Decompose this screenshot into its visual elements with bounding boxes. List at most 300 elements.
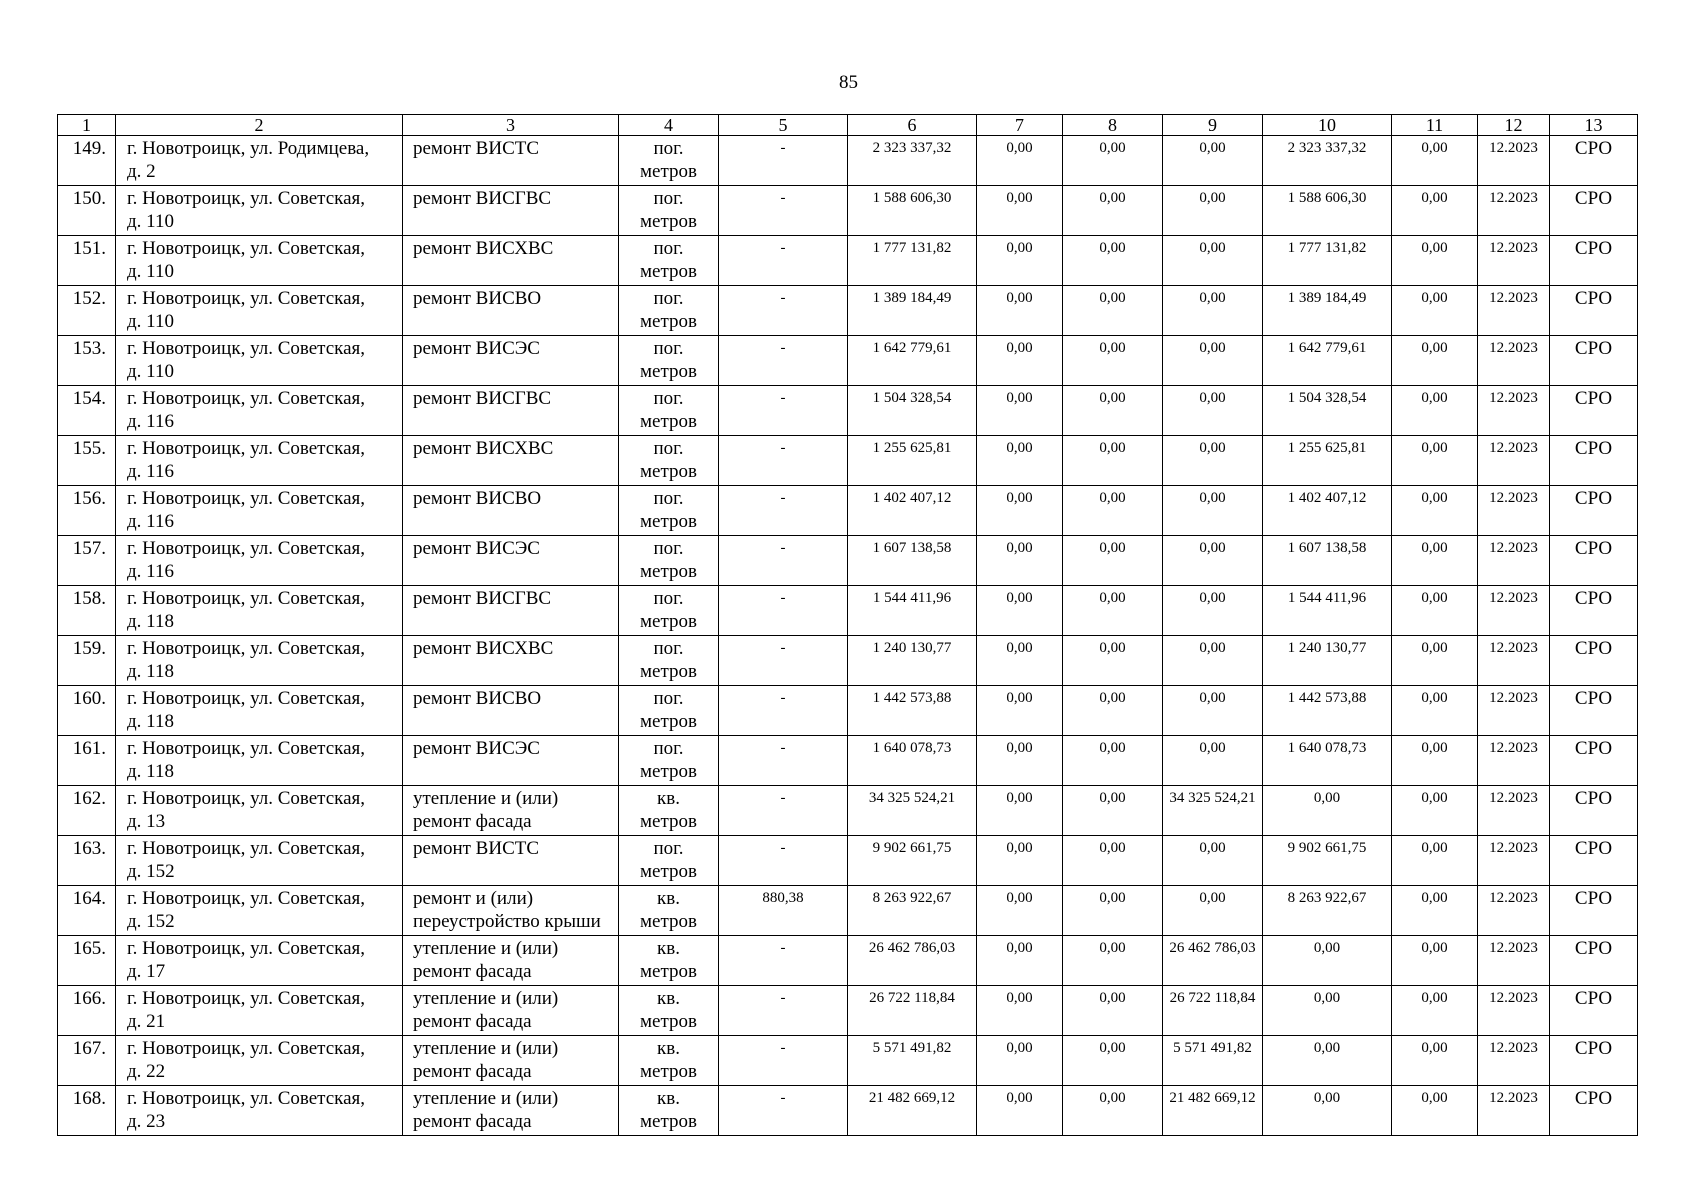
work-type-cell bbox=[403, 1036, 619, 1086]
work-type-cell bbox=[403, 286, 619, 336]
cost-cell: 0,00 bbox=[1063, 1086, 1163, 1136]
unit-line: пог. bbox=[653, 138, 684, 159]
address-line: г. Новотроицк, ул. Советская, bbox=[127, 438, 366, 459]
header-row bbox=[58, 115, 1638, 136]
method-cell: СРО bbox=[1550, 536, 1638, 586]
total-cost-cell: 1 255 625,81 bbox=[848, 436, 977, 486]
address-cell bbox=[116, 686, 403, 736]
deadline-cell: 12.2023 bbox=[1478, 236, 1550, 286]
total-cost-cell: 1 442 573,88 bbox=[848, 686, 977, 736]
unit-line: метров bbox=[640, 1011, 697, 1032]
cost-cell: 0,00 bbox=[977, 836, 1063, 886]
unit-line: пог. bbox=[653, 738, 684, 759]
row-number: 163. bbox=[58, 836, 116, 886]
house-number: д. 116 bbox=[127, 411, 174, 432]
address-cell bbox=[116, 636, 403, 686]
total-cost-cell: 1 402 407,12 bbox=[848, 486, 977, 536]
unit-line: метров bbox=[640, 711, 697, 732]
volume-cell: - bbox=[719, 786, 848, 836]
cost-cell: 0,00 bbox=[1063, 136, 1163, 186]
cost-cell: 0,00 bbox=[1392, 486, 1478, 536]
house-number: д. 116 bbox=[127, 461, 174, 482]
unit-cell bbox=[619, 636, 719, 686]
work-type-line: ремонт ВИСТС bbox=[413, 838, 540, 859]
row-number: 149. bbox=[58, 136, 116, 186]
house-number: д. 118 bbox=[127, 711, 174, 732]
address-line: г. Новотроицк, ул. Советская, bbox=[127, 838, 366, 859]
cost-cell: 8 263 922,67 bbox=[1263, 886, 1392, 936]
unit-cell bbox=[619, 186, 719, 236]
cost-cell: 0,00 bbox=[1163, 536, 1263, 586]
unit-line: метров bbox=[640, 911, 697, 932]
method-cell: СРО bbox=[1550, 736, 1638, 786]
cost-cell: 0,00 bbox=[1163, 136, 1263, 186]
volume-cell: - bbox=[719, 436, 848, 486]
unit-cell bbox=[619, 236, 719, 286]
cost-cell: 0,00 bbox=[1392, 686, 1478, 736]
work-type-cell bbox=[403, 236, 619, 286]
unit-cell bbox=[619, 1086, 719, 1136]
unit-line: метров bbox=[640, 161, 697, 182]
table-row bbox=[58, 586, 1638, 636]
row-number: 154. bbox=[58, 386, 116, 436]
deadline-cell: 12.2023 bbox=[1478, 636, 1550, 686]
house-number: д. 110 bbox=[127, 311, 174, 332]
unit-line: метров bbox=[640, 411, 697, 432]
table-row bbox=[58, 636, 1638, 686]
house-number: д. 23 bbox=[127, 1111, 166, 1132]
method-cell: СРО bbox=[1550, 236, 1638, 286]
cost-cell: 0,00 bbox=[977, 636, 1063, 686]
work-type-line: ремонт ВИСВО bbox=[413, 488, 542, 509]
cost-cell: 0,00 bbox=[1063, 386, 1163, 436]
address-cell bbox=[116, 186, 403, 236]
cost-cell: 0,00 bbox=[1063, 286, 1163, 336]
table-row bbox=[58, 236, 1638, 286]
cost-cell: 0,00 bbox=[1163, 436, 1263, 486]
house-number: д. 152 bbox=[127, 911, 175, 932]
column-header: 11 bbox=[1392, 115, 1478, 136]
table-row bbox=[58, 836, 1638, 886]
house-number: д. 152 bbox=[127, 861, 175, 882]
cost-cell: 0,00 bbox=[1163, 836, 1263, 886]
column-header: 9 bbox=[1163, 115, 1263, 136]
cost-cell: 0,00 bbox=[1392, 236, 1478, 286]
method-cell: СРО bbox=[1550, 436, 1638, 486]
cost-cell: 0,00 bbox=[1163, 586, 1263, 636]
cost-cell: 0,00 bbox=[1392, 636, 1478, 686]
unit-cell bbox=[619, 486, 719, 536]
cost-cell: 0,00 bbox=[1163, 886, 1263, 936]
work-type-cell bbox=[403, 1086, 619, 1136]
work-type-cell bbox=[403, 736, 619, 786]
house-number: д. 17 bbox=[127, 961, 166, 982]
cost-cell: 0,00 bbox=[977, 1086, 1063, 1136]
volume-cell: - bbox=[719, 586, 848, 636]
unit-line: метров bbox=[640, 861, 697, 882]
cost-cell: 0,00 bbox=[1392, 436, 1478, 486]
total-cost-cell: 26 462 786,03 bbox=[848, 936, 977, 986]
method-cell: СРО bbox=[1550, 936, 1638, 986]
unit-line: метров bbox=[640, 611, 697, 632]
table-row bbox=[58, 136, 1638, 186]
deadline-cell: 12.2023 bbox=[1478, 336, 1550, 386]
cost-cell: 1 255 625,81 bbox=[1263, 436, 1392, 486]
address-cell bbox=[116, 336, 403, 386]
work-type-cell bbox=[403, 836, 619, 886]
work-type-cell bbox=[403, 136, 619, 186]
cost-cell: 0,00 bbox=[1392, 186, 1478, 236]
work-type-line: ремонт и (или) bbox=[413, 888, 534, 909]
work-type-line: утепление и (или) bbox=[413, 988, 559, 1009]
unit-line: кв. bbox=[657, 1088, 680, 1109]
method-cell: СРО bbox=[1550, 1036, 1638, 1086]
deadline-cell: 12.2023 bbox=[1478, 486, 1550, 536]
address-cell bbox=[116, 486, 403, 536]
unit-cell bbox=[619, 336, 719, 386]
house-number: д. 118 bbox=[127, 661, 174, 682]
house-number: д. 118 bbox=[127, 761, 174, 782]
method-cell: СРО bbox=[1550, 786, 1638, 836]
deadline-cell: 12.2023 bbox=[1478, 1086, 1550, 1136]
deadline-cell: 12.2023 bbox=[1478, 1036, 1550, 1086]
table-row bbox=[58, 436, 1638, 486]
cost-cell: 1 642 779,61 bbox=[1263, 336, 1392, 386]
unit-cell bbox=[619, 1036, 719, 1086]
deadline-cell: 12.2023 bbox=[1478, 536, 1550, 586]
row-number: 155. bbox=[58, 436, 116, 486]
volume-cell: - bbox=[719, 186, 848, 236]
house-number: д. 110 bbox=[127, 261, 174, 282]
column-header: 7 bbox=[977, 115, 1063, 136]
volume-cell: - bbox=[719, 1086, 848, 1136]
address-cell bbox=[116, 536, 403, 586]
cost-cell: 0,00 bbox=[1263, 986, 1392, 1036]
cost-cell: 0,00 bbox=[1163, 286, 1263, 336]
volume-cell: - bbox=[719, 486, 848, 536]
cost-cell: 0,00 bbox=[977, 686, 1063, 736]
row-number: 168. bbox=[58, 1086, 116, 1136]
unit-line: метров bbox=[640, 1111, 697, 1132]
unit-line: пог. bbox=[653, 238, 684, 259]
method-cell: СРО bbox=[1550, 386, 1638, 436]
address-line: г. Новотроицк, ул. Советская, bbox=[127, 888, 366, 909]
address-line: г. Новотроицк, ул. Советская, bbox=[127, 388, 366, 409]
unit-line: метров bbox=[640, 961, 697, 982]
work-type-line: ремонт ВИСВО bbox=[413, 288, 542, 309]
table-row bbox=[58, 536, 1638, 586]
deadline-cell: 12.2023 bbox=[1478, 736, 1550, 786]
unit-line: кв. bbox=[657, 988, 680, 1009]
cost-cell: 5 571 491,82 bbox=[1163, 1036, 1263, 1086]
table-row bbox=[58, 936, 1638, 986]
method-cell: СРО bbox=[1550, 286, 1638, 336]
cost-cell: 0,00 bbox=[1392, 986, 1478, 1036]
address-line: г. Новотроицк, ул. Советская, bbox=[127, 488, 366, 509]
cost-cell: 0,00 bbox=[1392, 936, 1478, 986]
table-row bbox=[58, 986, 1638, 1036]
address-cell bbox=[116, 586, 403, 636]
total-cost-cell: 1 389 184,49 bbox=[848, 286, 977, 336]
address-cell bbox=[116, 1086, 403, 1136]
total-cost-cell: 1 642 779,61 bbox=[848, 336, 977, 386]
unit-cell bbox=[619, 386, 719, 436]
cost-cell: 0,00 bbox=[1063, 636, 1163, 686]
work-type-line: ремонт фасада bbox=[413, 811, 532, 832]
volume-cell: 880,38 bbox=[719, 886, 848, 936]
deadline-cell: 12.2023 bbox=[1478, 586, 1550, 636]
row-number: 167. bbox=[58, 1036, 116, 1086]
address-cell bbox=[116, 836, 403, 886]
cost-cell: 1 402 407,12 bbox=[1263, 486, 1392, 536]
table-row bbox=[58, 336, 1638, 386]
work-type-cell bbox=[403, 936, 619, 986]
cost-cell: 0,00 bbox=[1163, 336, 1263, 386]
total-cost-cell: 21 482 669,12 bbox=[848, 1086, 977, 1136]
cost-cell: 1 607 138,58 bbox=[1263, 536, 1392, 586]
deadline-cell: 12.2023 bbox=[1478, 186, 1550, 236]
deadline-cell: 12.2023 bbox=[1478, 836, 1550, 886]
work-type-line: утепление и (или) bbox=[413, 788, 559, 809]
unit-line: метров bbox=[640, 261, 697, 282]
cost-cell: 1 777 131,82 bbox=[1263, 236, 1392, 286]
column-header: 13 bbox=[1550, 115, 1638, 136]
address-cell bbox=[116, 936, 403, 986]
unit-line: метров bbox=[640, 511, 697, 532]
address-cell bbox=[116, 436, 403, 486]
column-header: 2 bbox=[116, 115, 403, 136]
address-cell bbox=[116, 386, 403, 436]
cost-cell: 0,00 bbox=[977, 136, 1063, 186]
unit-line: пог. bbox=[653, 688, 684, 709]
column-header: 1 bbox=[58, 115, 116, 136]
total-cost-cell: 1 240 130,77 bbox=[848, 636, 977, 686]
cost-cell: 0,00 bbox=[1063, 186, 1163, 236]
volume-cell: - bbox=[719, 536, 848, 586]
cost-cell: 0,00 bbox=[1063, 886, 1163, 936]
cost-cell: 0,00 bbox=[1163, 386, 1263, 436]
unit-line: кв. bbox=[657, 1038, 680, 1059]
method-cell: СРО bbox=[1550, 1086, 1638, 1136]
deadline-cell: 12.2023 bbox=[1478, 986, 1550, 1036]
unit-line: метров bbox=[640, 311, 697, 332]
unit-line: кв. bbox=[657, 938, 680, 959]
cost-cell: 9 902 661,75 bbox=[1263, 836, 1392, 886]
unit-line: метров bbox=[640, 661, 697, 682]
house-number: д. 110 bbox=[127, 361, 174, 382]
work-type-cell bbox=[403, 186, 619, 236]
work-type-cell bbox=[403, 586, 619, 636]
volume-cell: - bbox=[719, 236, 848, 286]
row-number: 165. bbox=[58, 936, 116, 986]
address-cell bbox=[116, 136, 403, 186]
unit-cell bbox=[619, 936, 719, 986]
work-type-cell bbox=[403, 536, 619, 586]
deadline-cell: 12.2023 bbox=[1478, 386, 1550, 436]
table-row bbox=[58, 786, 1638, 836]
method-cell: СРО bbox=[1550, 486, 1638, 536]
column-header: 3 bbox=[403, 115, 619, 136]
volume-cell: - bbox=[719, 136, 848, 186]
address-line: г. Новотроицк, ул. Советская, bbox=[127, 338, 366, 359]
row-number: 153. bbox=[58, 336, 116, 386]
cost-cell: 2 323 337,32 bbox=[1263, 136, 1392, 186]
row-number: 152. bbox=[58, 286, 116, 336]
work-type-cell bbox=[403, 786, 619, 836]
row-number: 161. bbox=[58, 736, 116, 786]
work-type-line: ремонт фасада bbox=[413, 1111, 532, 1132]
cost-cell: 1 240 130,77 bbox=[1263, 636, 1392, 686]
cost-cell: 0,00 bbox=[1392, 536, 1478, 586]
unit-cell bbox=[619, 586, 719, 636]
address-cell bbox=[116, 286, 403, 336]
cost-cell: 1 588 606,30 bbox=[1263, 186, 1392, 236]
work-type-cell bbox=[403, 436, 619, 486]
row-number: 158. bbox=[58, 586, 116, 636]
row-number: 157. bbox=[58, 536, 116, 586]
work-type-line: переустройство крыши bbox=[413, 911, 601, 932]
cost-cell: 0,00 bbox=[1063, 686, 1163, 736]
cost-cell: 0,00 bbox=[1063, 986, 1163, 1036]
work-type-line: ремонт ВИСТС bbox=[413, 138, 540, 159]
work-type-line: утепление и (или) bbox=[413, 938, 559, 959]
cost-cell: 0,00 bbox=[977, 1036, 1063, 1086]
cost-cell: 26 722 118,84 bbox=[1163, 986, 1263, 1036]
cost-cell: 0,00 bbox=[977, 486, 1063, 536]
deadline-cell: 12.2023 bbox=[1478, 936, 1550, 986]
cost-cell: 0,00 bbox=[1392, 1086, 1478, 1136]
cost-cell: 0,00 bbox=[1163, 236, 1263, 286]
address-line: г. Новотроицк, ул. Советская, bbox=[127, 788, 366, 809]
method-cell: СРО bbox=[1550, 636, 1638, 686]
deadline-cell: 12.2023 bbox=[1478, 286, 1550, 336]
cost-cell: 0,00 bbox=[1392, 286, 1478, 336]
row-number: 166. bbox=[58, 986, 116, 1036]
cost-cell: 0,00 bbox=[1063, 436, 1163, 486]
address-line: г. Новотроицк, ул. Советская, bbox=[127, 988, 366, 1009]
unit-line: пог. bbox=[653, 588, 684, 609]
cost-cell: 0,00 bbox=[1392, 786, 1478, 836]
house-number: д. 110 bbox=[127, 211, 174, 232]
work-type-line: ремонт фасада bbox=[413, 1011, 532, 1032]
cost-cell: 0,00 bbox=[977, 536, 1063, 586]
row-number: 151. bbox=[58, 236, 116, 286]
column-header: 8 bbox=[1063, 115, 1163, 136]
volume-cell: - bbox=[719, 336, 848, 386]
volume-cell: - bbox=[719, 1036, 848, 1086]
unit-cell bbox=[619, 536, 719, 586]
work-type-cell bbox=[403, 886, 619, 936]
table-row bbox=[58, 686, 1638, 736]
method-cell: СРО bbox=[1550, 186, 1638, 236]
cost-cell: 1 504 328,54 bbox=[1263, 386, 1392, 436]
unit-line: пог. bbox=[653, 838, 684, 859]
address-cell bbox=[116, 1036, 403, 1086]
unit-line: метров bbox=[640, 561, 697, 582]
table-row bbox=[58, 286, 1638, 336]
cost-cell: 0,00 bbox=[1063, 836, 1163, 886]
volume-cell: - bbox=[719, 986, 848, 1036]
cost-cell: 1 442 573,88 bbox=[1263, 686, 1392, 736]
total-cost-cell: 1 777 131,82 bbox=[848, 236, 977, 286]
work-type-line: ремонт ВИСГВС bbox=[413, 588, 552, 609]
unit-line: кв. bbox=[657, 788, 680, 809]
volume-cell: - bbox=[719, 636, 848, 686]
cost-cell: 0,00 bbox=[1392, 586, 1478, 636]
address-line: г. Новотроицк, ул. Родимцева, bbox=[127, 138, 370, 159]
cost-cell: 0,00 bbox=[1263, 786, 1392, 836]
cost-cell: 0,00 bbox=[1063, 786, 1163, 836]
unit-line: кв. bbox=[657, 888, 680, 909]
unit-line: метров bbox=[640, 811, 697, 832]
unit-line: метров bbox=[640, 761, 697, 782]
unit-cell bbox=[619, 436, 719, 486]
total-cost-cell: 1 588 606,30 bbox=[848, 186, 977, 236]
method-cell: СРО bbox=[1550, 986, 1638, 1036]
address-cell bbox=[116, 736, 403, 786]
cost-cell: 0,00 bbox=[977, 336, 1063, 386]
work-type-cell bbox=[403, 986, 619, 1036]
cost-cell: 0,00 bbox=[1392, 386, 1478, 436]
house-number: д. 21 bbox=[127, 1011, 166, 1032]
table-row bbox=[58, 736, 1638, 786]
unit-cell bbox=[619, 786, 719, 836]
total-cost-cell: 2 323 337,32 bbox=[848, 136, 977, 186]
volume-cell: - bbox=[719, 836, 848, 886]
cost-cell: 0,00 bbox=[977, 286, 1063, 336]
work-type-cell bbox=[403, 386, 619, 436]
work-type-line: ремонт ВИСЭС bbox=[413, 538, 540, 559]
unit-line: пог. bbox=[653, 388, 684, 409]
unit-cell bbox=[619, 986, 719, 1036]
address-cell bbox=[116, 236, 403, 286]
deadline-cell: 12.2023 bbox=[1478, 686, 1550, 736]
work-type-line: ремонт ВИСВО bbox=[413, 688, 542, 709]
unit-line: метров bbox=[640, 461, 697, 482]
unit-line: пог. bbox=[653, 438, 684, 459]
house-number: д. 22 bbox=[127, 1061, 166, 1082]
cost-cell: 0,00 bbox=[977, 186, 1063, 236]
total-cost-cell: 26 722 118,84 bbox=[848, 986, 977, 1036]
method-cell: СРО bbox=[1550, 886, 1638, 936]
cost-cell: 0,00 bbox=[1392, 336, 1478, 386]
method-cell: СРО bbox=[1550, 686, 1638, 736]
house-number: д. 116 bbox=[127, 561, 174, 582]
unit-line: пог. bbox=[653, 538, 684, 559]
deadline-cell: 12.2023 bbox=[1478, 136, 1550, 186]
unit-cell bbox=[619, 136, 719, 186]
cost-cell: 0,00 bbox=[1063, 736, 1163, 786]
deadline-cell: 12.2023 bbox=[1478, 786, 1550, 836]
unit-line: пог. bbox=[653, 488, 684, 509]
register-table bbox=[57, 114, 1638, 1136]
cost-cell: 0,00 bbox=[1063, 1036, 1163, 1086]
page-number: 85 bbox=[839, 72, 858, 93]
address-line: г. Новотроицк, ул. Советская, bbox=[127, 288, 366, 309]
table-row bbox=[58, 386, 1638, 436]
volume-cell: - bbox=[719, 686, 848, 736]
house-number: д. 2 bbox=[127, 161, 156, 182]
cost-cell: 0,00 bbox=[1263, 1086, 1392, 1136]
unit-line: метров bbox=[640, 1061, 697, 1082]
work-type-line: ремонт фасада bbox=[413, 961, 532, 982]
total-cost-cell: 8 263 922,67 bbox=[848, 886, 977, 936]
cost-cell: 1 640 078,73 bbox=[1263, 736, 1392, 786]
work-type-line: ремонт ВИСХВС bbox=[413, 638, 554, 659]
cost-cell: 0,00 bbox=[1392, 736, 1478, 786]
column-header: 12 bbox=[1478, 115, 1550, 136]
unit-cell bbox=[619, 286, 719, 336]
